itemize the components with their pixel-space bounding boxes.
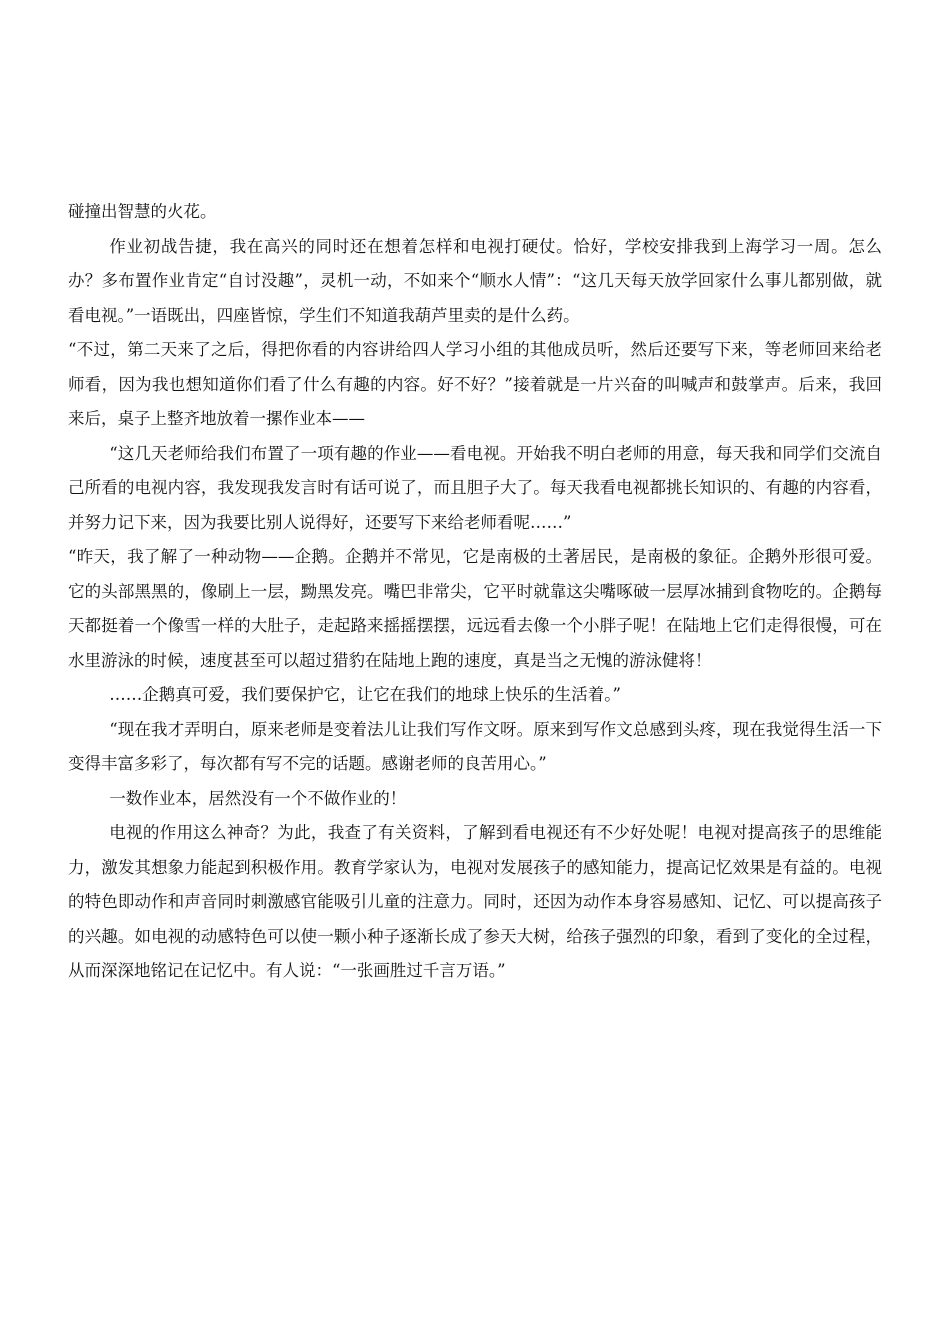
paragraph-1: 碰撞出智慧的火花。: [68, 202, 217, 221]
paragraph-8: 一数作业本，居然没有一个不做作业的！: [109, 788, 407, 808]
paragraph-9: 电视的作用这么神奇？为此，我查了有关资料，了解到看电视还有不少好处呢！电视对提高孩子的思维能力，激发其想象力能起到积极作用。教育学家认为，电视对发展孩子的感知能力，提高记忆效果是有益的。电视的特色即动作和声音同时刺激感官能吸引儿童的注意力。同时，还因为动作本身容易感知、记忆、可以提高孩子的兴趣。如电视的动感特色可以使一颗小种子逐渐长成了参天大树，给孩子强烈的印象，看到了变化的全过程，从而深深地铭记在记忆中。有人说：“一张画胜过千言万语。”: [68, 823, 882, 980]
paragraph-3: “不过，第二天来了之后，得把你看的内容讲给四人学习小组的其他成员听，然后还要写下来，等老师回来给老师看，因为我也想知道你们看了什么有趣的内容。好不好？”接着就是一片兴奋的叫喊声和鼓掌声。后来，我回来后，桌子上整齐地放着一摞作业本——: [68, 340, 882, 428]
paragraph-5: “昨天，我了解了一种动物——企鹅。企鹅并不常见，它是南极的土著居民，是南极的象征。企鹅外形很可爱。它的头部黑黑的，像刷上一层，黝黑发亮。嘴巴非常尖，它平时就靠这尖嘴啄破一层厚冰捕到食物吃的。企鹅每天都挺着一个像雪一样的大肚子，走起路来摇摇摆摆，远远看去像一个小胖子呢！在陆地上它们走得很慢，可在水里游泳的时候，速度甚至可以超过猎豹在陆地上跑的速度，真是当之无愧的游泳健将！: [68, 547, 882, 670]
document-body: [68, 195, 882, 989]
paragraph-4: “这几天老师给我们布置了一项有趣的作业——看电视。开始我不明白老师的用意，每天我和同学们交流自己所看的电视内容，我发现我发言时有话可说了，而且胆子大了。每天我看电视都挑长知识的、有趣的内容看，并努力记下来，因为我要比别人说得好，还要写下来给老师看呢……”: [68, 443, 882, 532]
paragraph-6: ……企鹅真可爱，我们要保护它，让它在我们的地球上快乐的生活着。”: [109, 685, 621, 704]
paragraph-2: 作业初战告捷，我在高兴的同时还在想着怎样和电视打硬仗。恰好，学校安排我到上海学习一周。怎么办？多布置作业肯定“自讨没趣”，灵机一动，不如来个“顺水人情”：“这几天每天放学回家什么事儿都别做，就看电视。”一语既出，四座皆惊，学生们不知道我葫芦里卖的是什么药。: [68, 236, 882, 325]
paragraph-7: “现在我才弄明白，原来老师是变着法儿让我们写作文呀。原来到写作文总感到头疼，现在我觉得生活一下变得丰富多彩了，每次都有写不完的话题。感谢老师的良苦用心。”: [68, 719, 882, 773]
